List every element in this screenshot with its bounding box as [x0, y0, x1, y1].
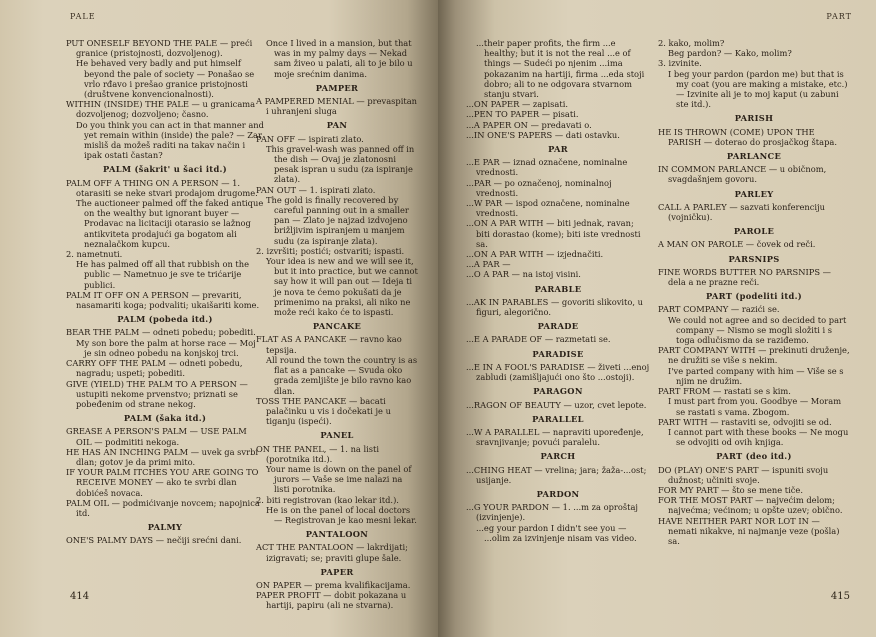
- dictionary-entry: 3. izvinite.: [658, 58, 702, 69]
- entry-heading: PAMPER: [315, 82, 359, 93]
- example-sentence: I've parted company with him — Više se s njim ne družim.: [668, 365, 844, 386]
- dictionary-entry: PALM OFF A THING ON A PERSON — 1. otarasiti se neke stvari prodajom drugome.: [66, 177, 258, 198]
- dictionary-entry: WITHIN (INSIDE) THE PALE — u granicama dozvoljenog; dozvoljeno; časno.: [66, 99, 256, 120]
- entry-heading: PARISH: [734, 113, 774, 124]
- entry-heading: PARLANCE: [726, 151, 782, 162]
- entry-heading: PARCH: [540, 451, 576, 462]
- page-number-right: 415: [830, 591, 850, 602]
- entry-heading: PARABLE: [534, 283, 582, 294]
- dictionary-entry: PAN OUT — 1. ispirati zlato.: [256, 184, 376, 195]
- example-sentence: Do you think you can act in that manner and yet remain within (inside) the pale? — Zar misliš da možeš raditi na takav način i ipak ostati častan?: [76, 119, 264, 161]
- entry-heading: PARSNIPS: [728, 253, 780, 264]
- right-column-1: [466, 38, 650, 543]
- dictionary-entry: 2. nametnuti.: [66, 249, 123, 260]
- dictionary-entry: ON THE PANEL, — 1. na listi (porotnika itd.).: [256, 443, 380, 464]
- entry-heading: PAPER: [320, 566, 354, 577]
- dictionary-entry: ...G YOUR PARDON — 1. ...m za oproštaj (izvinjenje).: [466, 502, 638, 523]
- example-sentence: All round the town the country is as flat as a pancake — Svuda oko grada zemljište je bilo ravno kao dlan.: [266, 354, 418, 396]
- dictionary-entry: 2. biti registrovan (kao lekar itd.).: [256, 494, 399, 505]
- left-column-1: [66, 38, 264, 546]
- dictionary-entry: ...RAGON OF BEAUTY — uzor, cvet lepote.: [466, 399, 647, 410]
- example-sentence: This gravel-wash was panned off in the dish — Ovaj je zlatonosni pesak ispran u sudu (za ispiranje zlata).: [266, 143, 415, 185]
- dictionary-entry: PART COMPANY WITH — prekinuti druženje, ne družiti se više s nekim.: [658, 345, 850, 366]
- dictionary-entry: FOR THE MOST PART — najvećim delom; najvećma; većinom; u opšte uzev; obično.: [658, 495, 843, 516]
- dictionary-entry: ...A PAR —: [466, 259, 511, 270]
- example-sentence: He is on the panel of local doctors — Registrovan je kao mesni lekar.: [266, 504, 417, 525]
- example-sentence: Your name is down on the panel of jurors — Vaše se ime nalazi na listi porotnika.: [266, 463, 412, 495]
- dictionary-entry: ONE'S PALMY DAYS — nečiji srećni dani.: [66, 535, 242, 546]
- dictionary-entry: ...A PAPER ON — predavati o.: [466, 119, 592, 130]
- entry-heading: PALM (šaka itd.): [123, 413, 207, 424]
- right-column-2: [658, 38, 850, 546]
- dictionary-entry: ...E PAR — iznad označene, nominalne vrednosti.: [466, 157, 628, 178]
- dictionary-entry: FLAT AS A PANCAKE — ravno kao tepsija.: [256, 334, 402, 355]
- dictionary-entry: ON PAPER — prema kvalifikacijama.: [256, 579, 411, 590]
- dictionary-entry: ...IN ONE'S PAPERS — dati ostavku.: [466, 129, 620, 140]
- dictionary-entry: HAVE NEITHER PART NOR LOT IN — nemati nikakve, ni najmanje veze (pošla) sa.: [658, 515, 840, 546]
- dictionary-entry: PALM OIL — podmićivanje novcem; napojnica itd.: [66, 497, 260, 518]
- dictionary-entry: FOR MY PART — što se mene tiče.: [658, 484, 803, 495]
- entry-heading: PALM (šakrit' u šaci itd.): [103, 164, 227, 175]
- entry-heading: PART (podeliti itd.): [705, 291, 802, 302]
- dictionary-entry: GREASE A PERSON'S PALM — USE PALM OIL — podmititi nekoga.: [66, 426, 247, 447]
- entry-heading: PALM (pobeda itd.): [117, 314, 213, 325]
- dictionary-entry: GIVE (YIELD) THE PALM TO A PERSON — ustupiti nekome prvenstvo; priznati se pobeđenim od strane nekog.: [66, 378, 248, 409]
- dictionary-entry: A PAMPERED MENIAL — prevaspitan i uhranjeni sluga: [256, 96, 417, 117]
- example-sentence: He has palmed off all that rubbish on the public — Nametnuo je sve te trićarije publici.: [76, 259, 250, 290]
- dictionary-entry: ...E A PARADE OF — razmetati se.: [466, 334, 611, 345]
- dictionary-entry: ...ON PAPER — zapisati.: [466, 99, 568, 110]
- dictionary-entry: PAPER PROFIT — dobit pokazana u hartiji, papiru (ali ne stvarna).: [256, 590, 407, 611]
- dictionary-entry: IN COMMON PARLANCE — u običnom, svagdašnjem govoru.: [658, 164, 827, 185]
- dictionary-entry: DO (PLAY) ONE'S PART — ispuniti svoju dužnost; učiniti svoje.: [658, 464, 829, 485]
- example-sentence: We could not agree and so decided to part company — Nismo se mogli složiti i s toga odlučismo da se raziđemo.: [668, 314, 847, 346]
- page-number-left: 414: [70, 591, 90, 602]
- dictionary-entry: IF YOUR PALM ITCHES YOU ARE GOING TO RECEIVE MONEY — ako te svrbi dlan dobićeš novaca.: [66, 467, 259, 498]
- entry-heading: PAN: [326, 120, 348, 131]
- entry-heading: PAROLE: [733, 226, 775, 237]
- dictionary-entry: TOSS THE PANCAKE — bacati palačinku u vis i dočekati je u tiganju (ispeći).: [256, 395, 391, 427]
- dictionary-entry: ...PEN TO PAPER — pisati.: [466, 109, 579, 120]
- example-sentence: Beg pardon? — Kako, molim?: [668, 48, 792, 59]
- example-sentence: Your idea is new and we will see it, but it into practice, but we cannot say how it will pan out — Ideja ti je nova te ćemo pokušati da je primenimo na praksi, ali niko ne može reći kako će to ispasti.: [266, 256, 418, 318]
- left-column-2: [256, 38, 418, 611]
- dictionary-entry: ...W PAR — ispod označene, nominalne vrednosti.: [466, 198, 630, 219]
- dictionary-entry: PALM IT OFF ON A PERSON — prevariti, nasamariti koga; podvaliti; ukaišariti kome.: [66, 289, 260, 311]
- entry-heading: PARADE: [537, 321, 579, 332]
- entry-heading: PAR: [548, 144, 568, 155]
- dictionary-entry: PART FROM — rastati se s kim.: [658, 386, 791, 397]
- example-sentence: ...their paper profits, the firm ...e healthy; but it is not the real ...e of things — Sudeći po njenim ...ima pokazanim na hartiji, firma ...eda stoji dobro; ali to ne odgovara stvarnom stanju stvari.: [476, 38, 645, 100]
- dictionary-entry: ...E IN A FOOL'S PARADISE — živeti ...enoj zabludi (zamišljajući ono što ...ostoji).: [466, 361, 650, 383]
- dictionary-entry: ...PAR — po označenoj, nominalnoj vrednosti.: [466, 177, 612, 198]
- example-sentence: My son bore the palm at horse race — Moj je sin odneo pobedu na konjskoj trci.: [76, 337, 256, 358]
- dictionary-entry: FINE WORDS BUTTER NO PARSNIPS — dela a ne prazne reči.: [658, 266, 831, 288]
- example-sentence: Once I lived in a mansion, but that was in my palmy days — Nekad sam živeo u palati, ali to je bilo u moje srećnim danima.: [266, 38, 413, 79]
- dictionary-entry: ...W A PARALLEL — napraviti upoređenje, sravnjivanje; povući paralelu.: [466, 426, 644, 448]
- entry-heading: PANTALOON: [305, 529, 369, 540]
- entry-heading: PARAGON: [533, 386, 583, 397]
- example-sentence: The gold is finally recovered by careful panning out in a smaller pan — Zlato je najzad izdvojeno brižljivim ispiranjem u manjem sudu (za ispiranje zlata).: [266, 194, 409, 246]
- dictionary-entry: ...ON A PAR WITH — biti jednak, ravan; biti dorastao (kome); biti iste vrednosti sa.: [466, 218, 641, 249]
- dictionary-entry: ...O A PAR — na istoj visini.: [466, 269, 581, 280]
- entry-heading: PARDON: [536, 488, 580, 499]
- dictionary-entry: CARRY OFF THE PALM — odneti pobedu, nagradu; uspeti; pobediti.: [66, 358, 243, 379]
- example-sentence: The auctioneer palmed off the faked antique on the wealthy but ignorant buyer — Prodavac na licitaciji otarasio se lažnog antikviteta prodajući ga bogatom ali neznalačkom kupcu.: [76, 198, 264, 249]
- dictionary-entry: PART COMPANY — razići se.: [658, 304, 780, 315]
- dictionary-entry: HE IS THROWN (COME) UPON THE PARISH — doterao do prosjačkog štapa.: [658, 126, 837, 147]
- example-sentence: I must part from you. Goodbye — Moram se rastati s vama. Zbogom.: [668, 396, 842, 417]
- dictionary-entry: A MAN ON PAROLE — čovek od reči.: [658, 239, 816, 250]
- dictionary-entry: CALL A PARLEY — sazvati konferenciju (vojničku).: [658, 201, 825, 223]
- dictionary-entry: ...CHING HEAT — vrelina; jara; žaža-...ost; usijanje.: [466, 464, 647, 485]
- entry-heading: PANCAKE: [312, 321, 362, 332]
- dictionary-entry: HE HAS AN INCHING PALM — uvek ga svrbi dlan; gotov je da primi mito.: [66, 446, 259, 467]
- dictionary-entry: PUT ONESELF BEYOND THE PALE — preći granice (pristojnosti, dozvoljenog).: [66, 38, 253, 59]
- example-sentence: I beg your pardon (pardon me) but that is my coat (you are making a mistake, etc.) — Izvinite ali je to moj kaput (u zabuni ste itd.).: [668, 68, 848, 110]
- running-head-left: PALE: [70, 12, 96, 21]
- entry-heading: PARADISE: [532, 348, 584, 359]
- example-sentence: ...eg your pardon I didn't see you — ...olim za izvinjenje nisam vas video.: [476, 522, 637, 543]
- right-page: [438, 0, 876, 637]
- dictionary-entry: ACT THE PANTALOON — lakrdijati; izigravati; se; praviti glupe šale.: [256, 542, 408, 563]
- dictionary-entry: BEAR THE PALM — odneti pobedu; pobediti.: [66, 327, 256, 338]
- dictionary-entry: PAN OFF — ispirati zlato.: [256, 133, 364, 144]
- dictionary-entry: ...AK IN PARABLES — govoriti slikovito, u figuri, alegorično.: [466, 296, 643, 318]
- running-head-right: PART: [826, 12, 852, 21]
- dictionary-entry: 2. kako, molim?: [658, 38, 725, 48]
- entry-heading: PART (deo itd.): [716, 451, 792, 462]
- entry-heading: PANEL: [320, 430, 354, 441]
- entry-heading: PARALLEL: [532, 413, 584, 424]
- dictionary-entry: PART WITH — rastaviti se, odvojiti se od.: [658, 416, 832, 427]
- entry-heading: PALMY: [147, 522, 183, 533]
- entry-heading: PARLEY: [734, 188, 774, 199]
- dictionary-entry: ...ON A PAR WITH — izjednačiti.: [466, 249, 604, 260]
- example-sentence: He behaved very badly and put himself beyond the pale of society — Ponašao se vrlo rđavo i prešao granice pristojnosti (društvene konvencionalnosti).: [76, 58, 255, 100]
- example-sentence: I cannot part with these books — Ne mogu se odvojiti od ovih knjiga.: [668, 426, 849, 448]
- dictionary-entry: 2. izvršiti; postići; ostvariti; ispasti.: [256, 245, 405, 256]
